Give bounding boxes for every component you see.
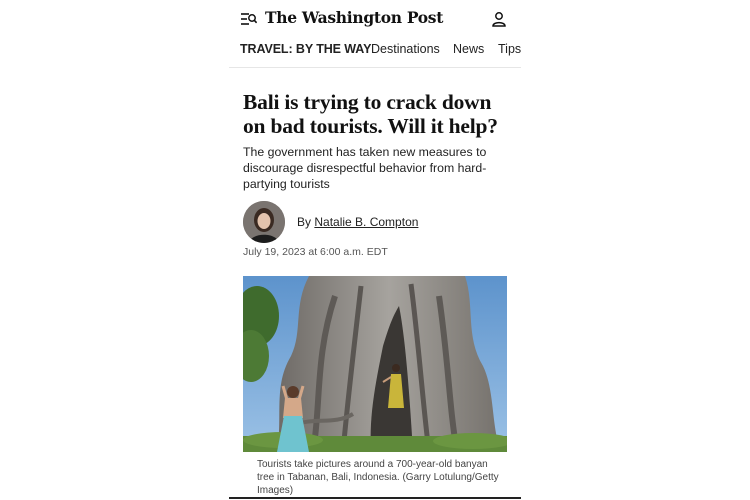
- nav-item-tips[interactable]: Tips: [498, 42, 521, 56]
- washington-post-logo[interactable]: The Washington Post: [265, 8, 444, 27]
- article-subheadline: The government has taken new measures to discourage disrespectful behavior from hard-partying tourists: [243, 145, 487, 191]
- photo-caption: Tourists take pictures around a 700-year-old banyan tree in Tabanan, Bali, Indonesia. (Garry Lotulung/Getty Images): [257, 459, 499, 496]
- section-nav: [229, 38, 521, 68]
- nav-item-destinations[interactable]: Destinations: [371, 42, 440, 56]
- mobile-page: [229, 0, 521, 500]
- publish-date: July 19, 2023 at 6:00 a.m. EDT: [243, 246, 388, 258]
- author-avatar[interactable]: [243, 201, 285, 243]
- author-link[interactable]: Natalie B. Compton: [314, 215, 419, 229]
- article-headline: Bali is trying to crack down on bad tourists. Will it help?: [243, 90, 498, 138]
- byline: [297, 215, 418, 229]
- article-photo: [243, 276, 507, 452]
- section-label[interactable]: TRAVEL: BY THE WAY: [240, 42, 372, 56]
- bottom-divider: [229, 497, 521, 499]
- menu-search-icon[interactable]: [241, 12, 257, 26]
- user-account-icon[interactable]: [491, 11, 507, 27]
- nav-item-news[interactable]: News: [453, 42, 485, 56]
- byline-prefix: By: [297, 215, 312, 229]
- top-bar: [229, 0, 521, 38]
